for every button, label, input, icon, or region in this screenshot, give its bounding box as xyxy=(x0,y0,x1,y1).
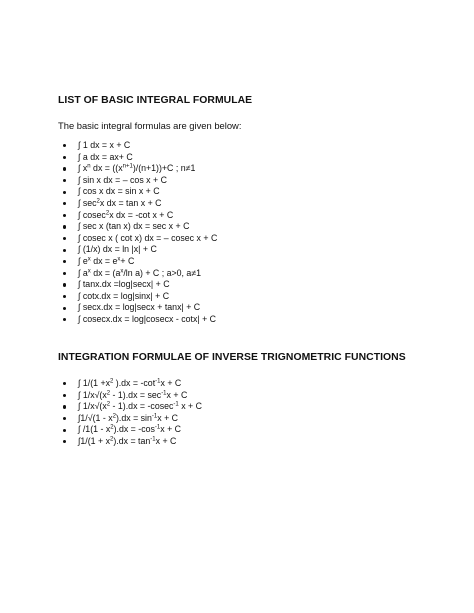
formula-item xyxy=(58,401,202,413)
bullet-icon xyxy=(63,260,66,263)
bullet-icon xyxy=(63,237,66,240)
formula-text: ∫ 1 dx = x + C xyxy=(78,140,131,150)
basic-integrals-heading: LIST OF BASIC INTEGRAL FORMULAE xyxy=(58,95,253,106)
formula-item xyxy=(58,163,217,175)
bullet-icon xyxy=(63,179,66,182)
formula-text: ∫ $\sec^2x$ dx = tan x + C xyxy=(78,197,162,208)
basic-integrals-list xyxy=(58,140,217,326)
bullet-icon xyxy=(63,440,66,443)
formula-item xyxy=(58,256,217,268)
formula-text: ∫ sin x dx = – cos x + C xyxy=(78,174,167,185)
formula-text: ∫ $/1(1 - x^2).dx = -\cos^{-1}x + C$ xyxy=(78,424,182,435)
formula-text: ∫ cosec x ( cot x) dx = – cosec x + C xyxy=(78,232,218,243)
bullet-icon xyxy=(63,272,66,275)
formula-text: ∫ tanx.dx =log|secx| + C xyxy=(78,279,170,290)
bullet-icon xyxy=(63,283,66,286)
inverse-trig-integrals-list xyxy=(58,378,202,448)
formula-text: ∫ secx.dx = log|secx + tanx| + C xyxy=(78,302,201,313)
bullet-icon xyxy=(63,405,66,408)
bullet-icon xyxy=(63,318,66,321)
formula-text: ∫ cosecx.dx = log|cosecx - cotx| + C xyxy=(78,313,217,324)
formula-text: ∫ a dx = ax+ C xyxy=(78,151,133,162)
basic-integrals-intro: The basic integral formulas are given below: xyxy=(58,120,242,131)
formula-text: ∫ $1/x√(x^2 - 1).dx = \sec^{-1}x + C$ xyxy=(78,389,188,400)
bullet-icon xyxy=(63,417,66,420)
formula-text: ∫ $1/x√(x^2 - 1).dx = -cosec^{-1}$ x + C xyxy=(78,401,202,412)
formula-item xyxy=(58,244,217,256)
formula-text: ∫ sec x (tan x) dx = sec x + C xyxy=(78,221,190,232)
formula-item xyxy=(58,175,217,187)
bullet-icon xyxy=(63,191,66,194)
formula-text: ∫ $x^n$ dx = $((x^{n+1})/(n+1))+C$ ; n≠1 xyxy=(78,163,196,174)
bullet-icon xyxy=(63,249,66,252)
bullet-icon xyxy=(63,382,66,385)
bullet-icon xyxy=(63,394,66,397)
bullet-icon xyxy=(63,429,66,432)
bullet-icon xyxy=(63,202,66,205)
formula-item xyxy=(58,302,217,314)
formula-item xyxy=(58,436,202,448)
formula-item xyxy=(58,413,202,425)
formula-item xyxy=(58,233,217,245)
formula-item xyxy=(58,268,217,280)
bullet-icon xyxy=(63,214,66,217)
formula-item xyxy=(58,152,217,164)
bullet-icon xyxy=(63,167,66,170)
bullet-icon xyxy=(63,295,66,298)
formula-text: $\int 1/(1 + x^2).dx = \tan^{-1}x + C$ xyxy=(78,435,177,446)
formula-text: ∫ cotx.dx = log|sinx| + C xyxy=(78,290,170,301)
bullet-icon xyxy=(63,144,66,147)
formula-item xyxy=(58,186,217,198)
formula-text: ∫ $a^x$ dx = ($a^x/\ln$ a) + C ; a>0, a≠1 xyxy=(78,267,202,278)
formula-item xyxy=(58,198,217,210)
formula-item xyxy=(58,314,217,326)
formula-text: $\int 1/√(1 - x^2).dx = \sin^{-1}x + C$ xyxy=(78,412,179,423)
inverse-trig-integrals-heading: INTEGRATION FORMULAE OF INVERSE TRIGNOMETRIC FUNCTIONS xyxy=(58,352,406,363)
formula-text: ∫ cos x dx = sin x + C xyxy=(78,186,160,197)
formula-text: ∫ (1/x) dx = ln |x| + C xyxy=(78,244,157,255)
formula-item xyxy=(58,291,217,303)
formula-item xyxy=(58,221,217,233)
formula-item xyxy=(58,279,217,291)
formula-text: ∫ cosec$^2$x dx = -cot x + C xyxy=(78,209,174,220)
formula-text: ∫ $1/(1 +x^2$ )$.dx = -\cot^{-1}x + C$ xyxy=(78,378,182,388)
formula-item xyxy=(58,378,202,390)
formula-item xyxy=(58,424,202,436)
bullet-icon xyxy=(63,225,66,228)
formula-text: ∫ $e^x$ dx = $e^x+ C$ xyxy=(78,255,135,266)
formula-item xyxy=(58,210,217,222)
formula-item xyxy=(58,140,217,152)
bullet-icon xyxy=(63,156,66,159)
formula-item xyxy=(58,390,202,402)
bullet-icon xyxy=(63,307,66,310)
